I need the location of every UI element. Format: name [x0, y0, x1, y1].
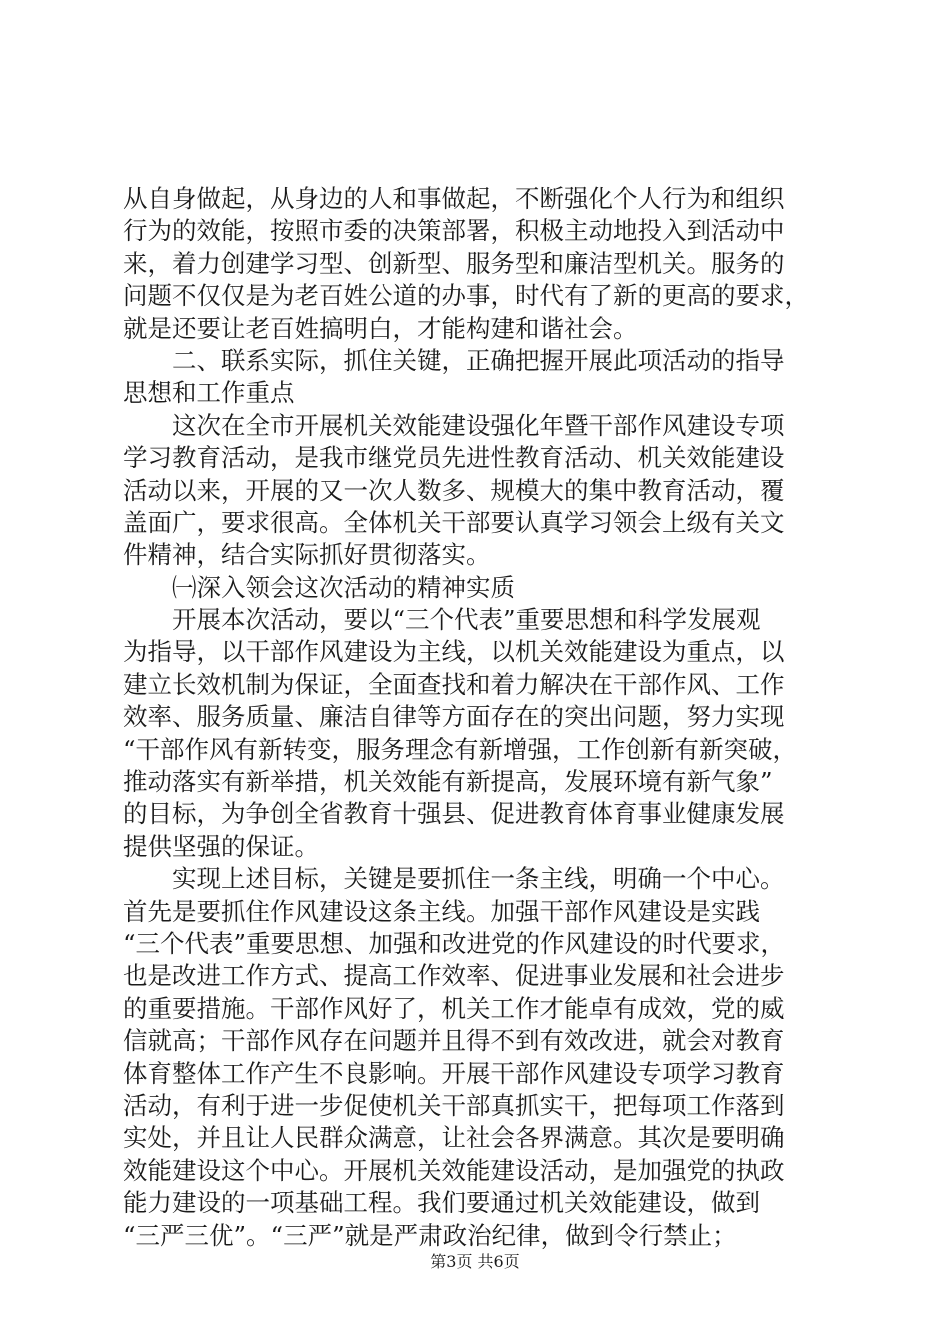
text-line: 体育整体工作产生不良影响。开展干部作风建设专项学习教育: [123, 1058, 785, 1088]
text-line: 学习教育活动，是我市继党员先进性教育活动、机关效能建设: [123, 443, 785, 473]
text-line: 活动，有利于进一步促使机关干部真抓实干，把每项工作落到: [123, 1090, 785, 1120]
text-line: 这次在全市开展机关效能建设强化年暨干部作风建设专项: [172, 410, 785, 440]
text-line: 的目标，为争创全省教育十强县、促进教育体育事业健康发展: [123, 799, 785, 829]
text-line: “干部作风有新转变，服务理念有新增强，工作创新有新突破，: [123, 734, 798, 764]
text-line: 实处，并且让人民群众满意，让社会各界满意。其次是要明确: [123, 1123, 785, 1153]
page-number-footer: 第3页 共6页: [430, 1252, 520, 1271]
text-line: 为指导，以干部作风建设为主线，以机关效能建设为重点，以: [123, 637, 785, 667]
text-line: 提供坚强的保证。: [123, 831, 319, 861]
text-line: 首先是要抓住作风建设这条主线。加强干部作风建设是实践: [123, 896, 760, 926]
text-line: 开展本次活动，要以“三个代表”重要思想和科学发展观: [172, 605, 761, 635]
text-line: 问题不仅仅是为老百姓公道的办事，时代有了新的更高的要求，: [123, 281, 809, 311]
text-line: 行为的效能，按照市委的决策部署，积极主动地投入到活动中: [123, 216, 785, 246]
text-line: 效率、服务质量、廉洁自律等方面存在的突出问题，努力实现: [123, 702, 785, 732]
text-line: 件精神，结合实际抓好贯彻落实。: [123, 540, 491, 570]
text-line: 建立长效机制为保证，全面查找和着力解决在干部作风、工作: [123, 669, 785, 699]
text-line: 来，着力创建学习型、创新型、服务型和廉洁型机关。服务的: [123, 248, 785, 278]
text-line: 信就高；干部作风存在问题并且得不到有效改进，就会对教育: [123, 1026, 785, 1056]
text-line: 盖面广，要求很高。全体机关干部要认真学习领会上级有关文: [123, 507, 785, 537]
section-heading: 二、联系实际，抓住关键，正确把握开展此项活动的指导: [172, 345, 785, 375]
text-line: 能力建设的一项基础工程。我们要通过机关效能建设，做到: [123, 1188, 760, 1218]
section-heading-continued: 思想和工作重点: [123, 378, 295, 408]
text-line: 就是还要让老百姓搞明白，才能构建和谐社会。: [123, 313, 638, 343]
text-line: 推动落实有新举措，机关效能有新提高，发展环境有新气象”: [123, 767, 773, 797]
text-line: 活动以来，开展的又一次人数多、规模大的集中教育活动，覆: [123, 475, 785, 505]
subsection-heading: ㈠深入领会这次活动的精神实质: [172, 572, 515, 602]
text-line: 也是改进工作方式、提高工作效率、促进事业发展和社会进步: [123, 961, 785, 991]
text-line: “三严三优”。“三严”就是严肃政治纪律，做到令行禁止；: [123, 1220, 737, 1250]
document-body: [123, 183, 841, 1252]
text-line: 实现上述目标，关键是要抓住一条主线，明确一个中心。: [172, 864, 785, 894]
text-line: 的重要措施。干部作风好了，机关工作才能卓有成效，党的威: [123, 993, 785, 1023]
text-line: 从自身做起，从身边的人和事做起，不断强化个人行为和组织: [123, 184, 785, 213]
text-line: “三个代表”重要思想、加强和改进党的作风建设的时代要求，: [123, 928, 786, 958]
text-line: 效能建设这个中心。开展机关效能建设活动，是加强党的执政: [123, 1155, 785, 1185]
